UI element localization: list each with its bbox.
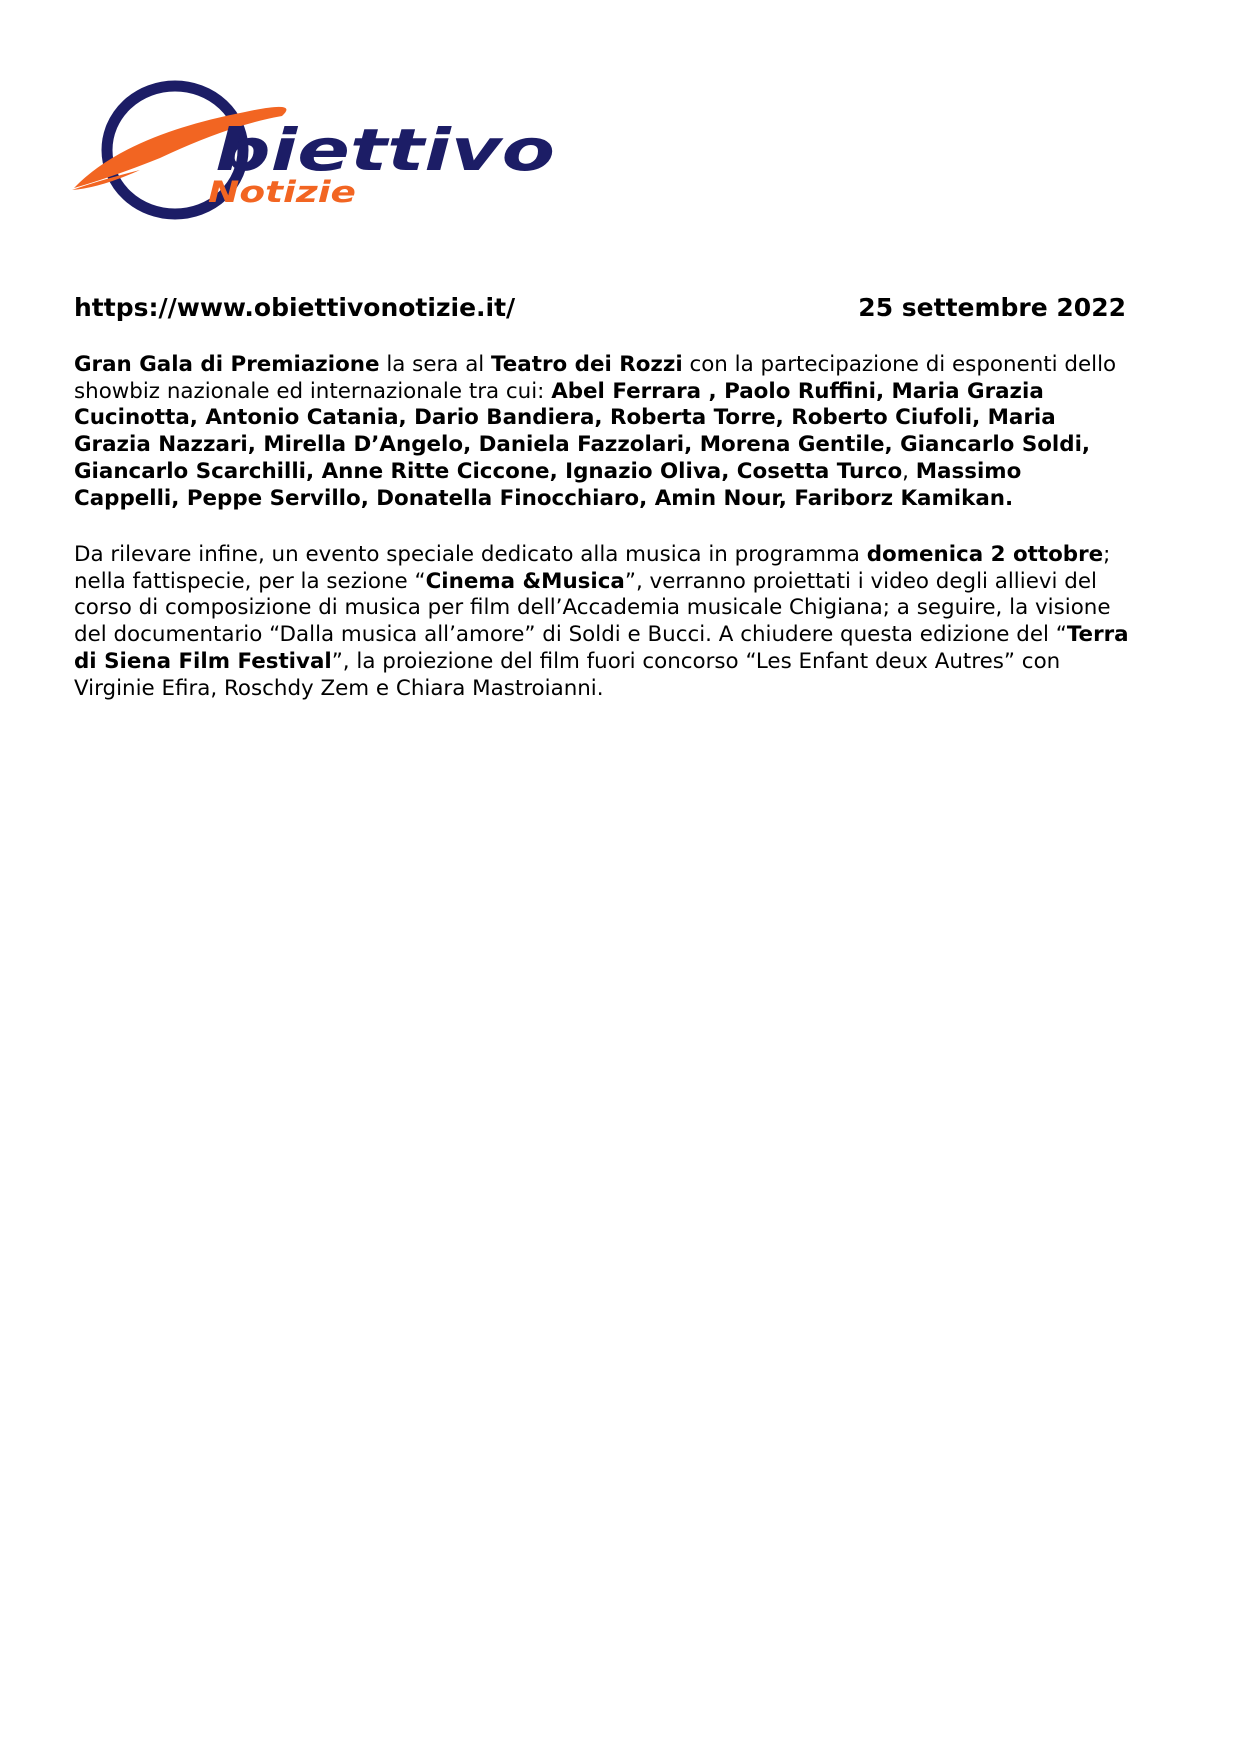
body-text: Da rilevare infine, un evento speciale dedicato alla musica in programma [74, 542, 867, 567]
bold-text: Cinema &Musica [425, 568, 625, 594]
guest-list: Abel Ferrara , Paolo Ruffini, Maria Grazia Cucinotta, Antonio Catania, Dario Bandiera, Roberta Torre, Roberto Ciufoli, Maria Grazia Nazzari, Mirella D’Angelo, Daniela Fazzolari, Morena Gentile, Giancarlo Soldi, Giancarlo Scarchilli, Anne Ritte Ciccone, Ignazio Oliva, Cosetta Turco [74, 378, 1091, 484]
logo-text-sub: Notizie [208, 175, 356, 209]
bold-text: Terra di Siena Film Festival [74, 622, 1129, 674]
paragraph-musica [74, 542, 1134, 702]
body-text: ; nella fattispecie, per la sezione “ [74, 542, 1111, 594]
logo-graphic [70, 80, 560, 230]
logo-text-main: biettivo [215, 116, 555, 184]
body-text: ”, la proiezione del film fuori concorso “Les Enfant deux Autres” con Virginie Efira, Roschdy Zem e Chiara Mastroianni. [74, 648, 1061, 701]
body-text: , [902, 458, 916, 484]
bold-text: domenica 2 ottobre [866, 542, 1104, 567]
body-text: ”, verranno proiettati i video degli allievi del corso di composizione di musica per film dell’Accademia musicale Chigiana; a seguire, la visione del documentario “Dalla musica all’amore” di Soldi e Bucci. A chiudere questa edizione del “ [74, 568, 1111, 648]
document-header [74, 290, 1126, 326]
body-text: con la partecipazione di esponenti dello showbiz nazionale ed internazionale tra cui: [74, 352, 1117, 404]
publication-date: 25 settembre 2022 [858, 293, 1126, 322]
bold-text: Gran Gala di Premiazione [74, 352, 380, 377]
body-text: la sera al [379, 352, 492, 377]
source-url: https://www.obiettivonotizie.it/ [74, 293, 516, 322]
bold-text: Teatro dei Rozzi [491, 352, 683, 377]
guest-list: Massimo Cappelli, Peppe Servillo, Donatella Finocchiaro, Amin Nour, Fariborz Kamikan. [74, 458, 1022, 511]
obiettivo-notizie-logo [70, 80, 560, 230]
paragraph-premiazione [74, 352, 1134, 512]
